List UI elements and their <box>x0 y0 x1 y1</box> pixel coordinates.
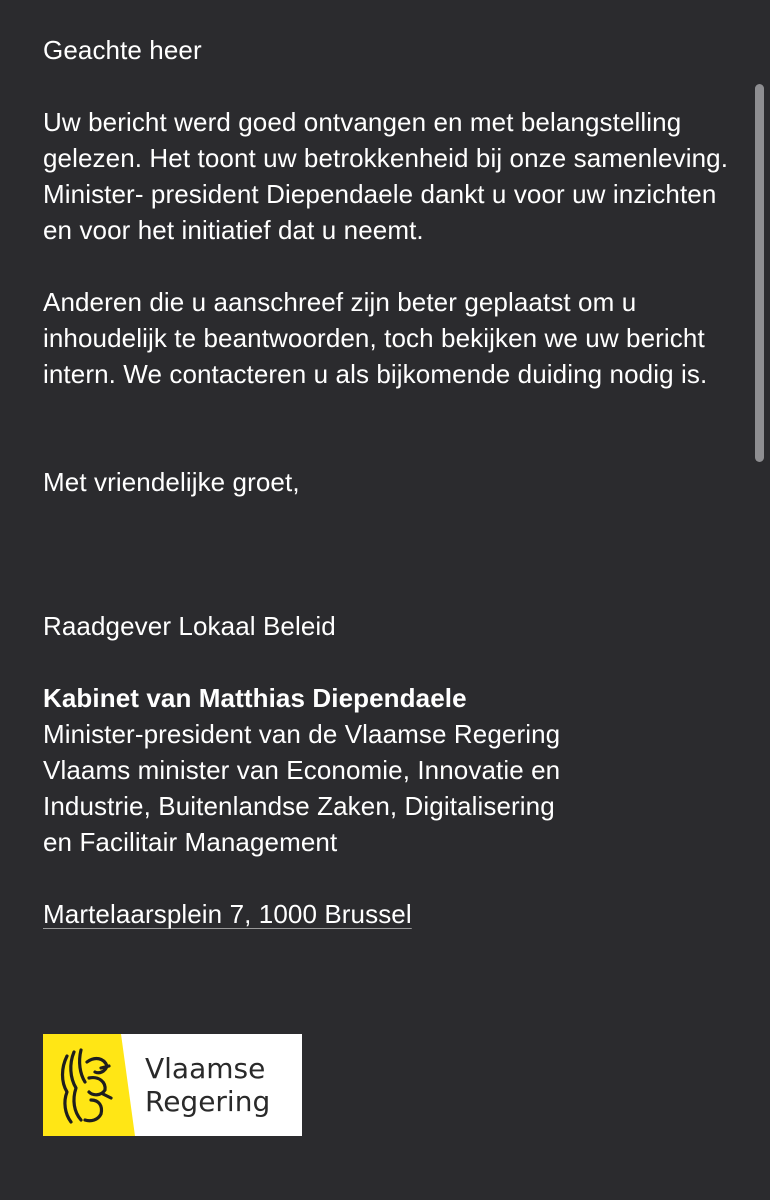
salutation: Geachte heer <box>43 35 202 65</box>
signature-title-line: Industrie, Buitenlandse Zaken, Digitalisering <box>43 791 555 821</box>
logo-text <box>145 1052 270 1118</box>
flemish-lion-icon <box>43 1034 158 1136</box>
signature-title-line: Minister-president van de Vlaamse Regering <box>43 719 561 749</box>
signature-title-line: Vlaams minister van Economie, Innovatie en <box>43 755 561 785</box>
address-link[interactable]: Martelaarsplein 7, 1000 Brussel <box>43 899 412 929</box>
email-body <box>43 32 733 932</box>
logo-line: Regering <box>145 1085 271 1118</box>
signature-name: Kabinet van Matthias Diependaele <box>43 683 467 713</box>
signature-block <box>43 680 733 860</box>
vlaamse-regering-logo <box>43 1034 302 1136</box>
paragraph-followup: Anderen die u aanschreef zijn beter geplaatst om u inhoudelijk te beantwoorden, toch bekijken we uw bericht intern. We contacteren u als bijkomende duiding nodig is. <box>43 287 708 389</box>
paragraph-thanks: Uw bericht werd goed ontvangen en met belangstelling gelezen. Het toont uw betrokkenheid bij onze samenleving. Minister- president Diependaele dankt u voor uw inzichten en voor het initiatief dat u neemt. <box>43 107 729 245</box>
logo-line: Vlaamse <box>145 1052 266 1085</box>
signature-title-line: en Facilitair Management <box>43 827 338 857</box>
scrollbar[interactable] <box>755 84 764 462</box>
sender-role: Raadgever Lokaal Beleid <box>43 611 336 641</box>
closing: Met vriendelijke groet, <box>43 467 300 497</box>
